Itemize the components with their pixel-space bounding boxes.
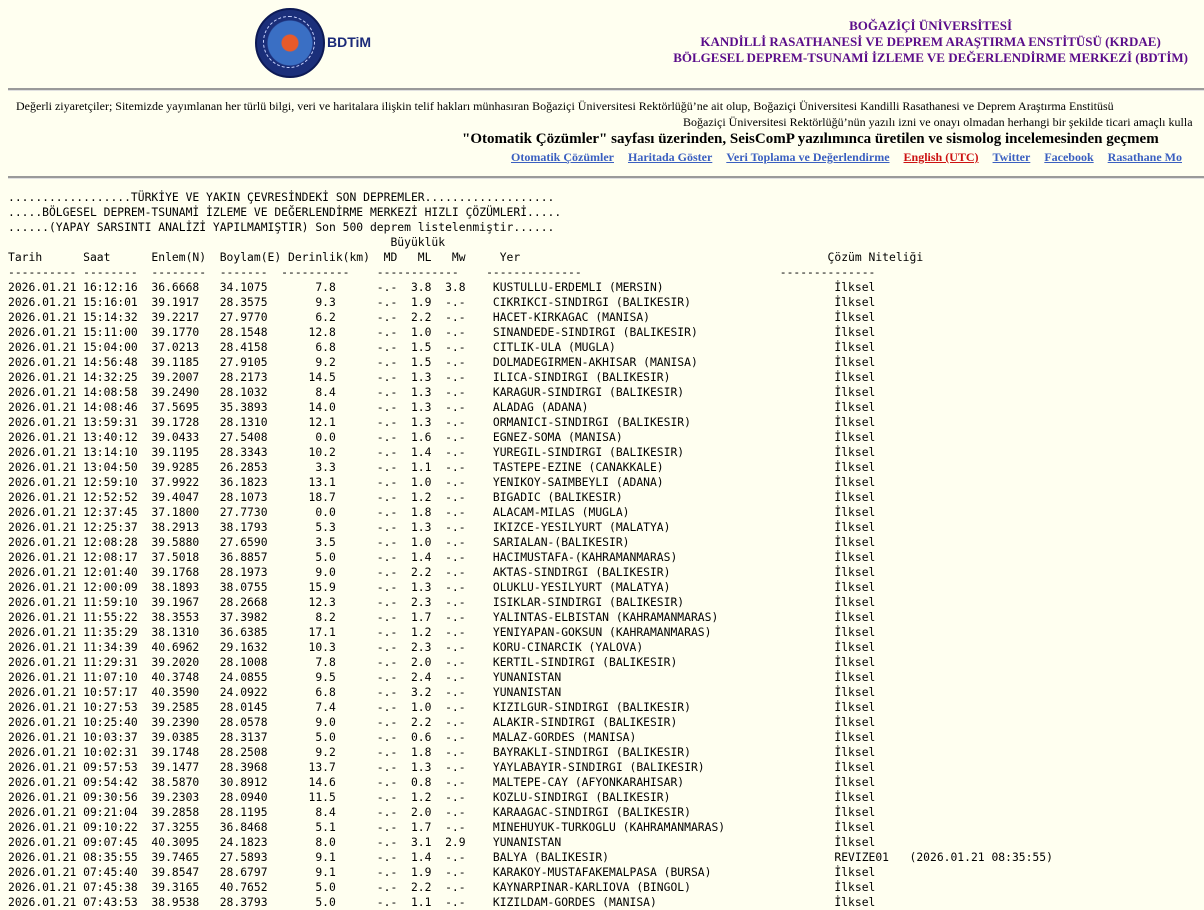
table-row: 2026.01.21 10:25:40 39.2390 28.0578 9.0 -.- 2.2 -.- ALAKIR-SINDIRGI (BALIKESIR) İlksel (8, 715, 876, 729)
notice-line-3: "Otomatik Çözümler" sayfası üzerinden, SeisComP yazılımınca üretilen ve sismolog incelemesinden geçmem (462, 131, 1159, 147)
column-underline: ---------- -------- -------- ------- ---------- ------------ -------------- -------------- (8, 265, 876, 279)
column-headers: Tarih Saat Enlem(N) Boylam(E) Derinlik(km) MD ML Mw Yer Çözüm Niteliği (8, 250, 924, 264)
institution-line-1: BOĞAZİÇİ ÜNİVERSİTESİ (849, 18, 1013, 33)
listing-title-line-3: ......(YAPAY SARSINTI ANALİZİ YAPILMAMIŞTIR) Son 500 deprem listelenmiştir...... (8, 220, 555, 234)
table-row: 2026.01.21 16:12:16 36.6668 34.1075 7.8 -.- 3.8 3.8 KUSTULLU-ERDEMLI (MERSIN) İlksel (8, 280, 876, 294)
table-row: 2026.01.21 15:16:01 39.1917 28.3575 9.3 -.- 1.9 -.- CIKRIKCI-SINDIRGI (BALIKESIR) İlksel (8, 295, 876, 309)
table-row: 2026.01.21 13:14:10 39.1195 28.3343 10.2 -.- 1.4 -.- YUREGIL-SINDIRGI (BALIKESIR) İlksel (8, 445, 876, 459)
listing-title-line-1: ..................TÜRKİYE VE YAKIN ÇEVRESİNDEKİ SON DEPREMLER................... (8, 190, 555, 204)
logo-text: BDTiM (327, 34, 372, 50)
nav-link-6[interactable]: Rasathane Mo (1107, 150, 1182, 164)
table-row: 2026.01.21 11:07:10 40.3748 24.0855 9.5 -.- 2.4 -.- YUNANISTAN İlksel (8, 670, 876, 684)
institution-title (673, 18, 1188, 66)
nav-link-1[interactable]: Haritada Göster (627, 150, 713, 164)
table-row: 2026.01.21 07:45:38 39.3165 40.7652 5.0 -.- 2.2 -.- KAYNARPINAR-KARLIOVA (BINGOL) İlksel (8, 880, 876, 894)
header-divider (8, 88, 1204, 91)
table-row: 2026.01.21 07:43:53 38.9538 28.3793 5.0 -.- 1.1 -.- KIZILDAM-GORDES (MANISA) İlksel (8, 895, 876, 909)
table-row: 2026.01.21 08:35:55 39.7465 27.5893 9.1 -.- 1.4 -.- BALYA (BALIKESIR) REVIZE01 (2026.01.21 08:35:55) (8, 850, 1053, 864)
institution-line-2: KANDİLLİ RASATHANESİ VE DEPREM ARAŞTIRMA ENSTİTÜSÜ (KRDAE) (700, 34, 1161, 49)
magnitude-header: Büyüklük (8, 235, 446, 249)
notice-line-2: Boğaziçi Üniversitesi Rektörlüğü’nün yazılı izni ve onayı olmadan herhangi bir şekilde ticari amaçlı kulla (683, 115, 1193, 129)
table-row: 2026.01.21 12:00:09 38.1893 38.0755 15.9 -.- 1.3 -.- OLUKLU-YESILYURT (MALATYA) İlksel (8, 580, 876, 594)
table-row: 2026.01.21 11:59:10 39.1967 28.2668 12.3 -.- 2.3 -.- ISIKLAR-SINDIRGI (BALIKESIR) İlksel (8, 595, 876, 609)
table-row: 2026.01.21 09:10:22 37.3255 36.8468 5.1 -.- 1.7 -.- MINEHUYUK-TURKOGLU (KAHRAMANMARAS) İlksel (8, 820, 876, 834)
table-row: 2026.01.21 09:57:53 39.1477 28.3968 13.7 -.- 1.3 -.- YAYLABAYIR-SINDIRGI (BALIKESIR) İlksel (8, 760, 876, 774)
table-row: 2026.01.21 12:59:10 37.9922 36.1823 13.1 -.- 1.0 -.- YENIKOY-SAIMBEYLI (ADANA) İlksel (8, 475, 876, 489)
table-row: 2026.01.21 12:37:45 37.1800 27.7730 0.0 -.- 1.8 -.- ALACAM-MILAS (MUGLA) İlksel (8, 505, 876, 519)
listing-title-line-2: .....BÖLGESEL DEPREM-TSUNAMİ İZLEME VE DEĞERLENDİRME MERKEZİ HIZLI ÇÖZÜMLERİ..... (8, 205, 562, 219)
table-row: 2026.01.21 07:45:40 39.8547 28.6797 9.1 -.- 1.9 -.- KARAKOY-MUSTAFAKEMALPASA (BURSA) İlksel (8, 865, 876, 879)
table-row: 2026.01.21 12:52:52 39.4047 28.1073 18.7 -.- 1.2 -.- BIGADIC (BALIKESIR) İlksel (8, 490, 876, 504)
nav-link-3[interactable]: English (UTC) (903, 150, 979, 164)
table-row: 2026.01.21 11:34:39 40.6962 29.1632 10.3 -.- 2.3 -.- KORU-CINARCIK (YALOVA) İlksel (8, 640, 876, 654)
site-header (0, 0, 1204, 88)
bdtim-logo[interactable] (255, 8, 385, 78)
table-row: 2026.01.21 13:04:50 39.9285 26.2853 3.3 -.- 1.1 -.- TASTEPE-EZINE (CANAKKALE) İlksel (8, 460, 876, 474)
table-row: 2026.01.21 11:35:29 38.1310 36.6385 17.1 -.- 1.2 -.- YENIYAPAN-GOKSUN (KAHRAMANMARAS) İlksel (8, 625, 876, 639)
notice-line-1: Değerli ziyaretçiler; Sitemizde yayımlanan her türlü bilgi, veri ve haritalara ilişkin telif hakları münhasıran Boğaziçi Üniversitesi Rektörlüğü’ne ait olup, Boğaziçi Üniversitesi Kandilli Rasathanesi ve Deprem Araştırma Enstitüsü (16, 99, 1114, 113)
table-row: 2026.01.21 10:02:31 39.1748 28.2508 9.2 -.- 1.8 -.- BAYRAKLI-SINDIRGI (BALIKESIR) İlksel (8, 745, 876, 759)
table-row: 2026.01.21 12:08:28 39.5880 27.6590 3.5 -.- 1.0 -.- SARIALAN-(BALIKESIR) İlksel (8, 535, 876, 549)
table-row: 2026.01.21 10:03:37 39.0385 28.3137 5.0 -.- 0.6 -.- MALAZ-GORDES (MANISA) İlksel (8, 730, 876, 744)
table-row: 2026.01.21 09:07:45 40.3095 24.1823 8.0 -.- 3.1 2.9 YUNANISTAN İlksel (8, 835, 876, 849)
table-row: 2026.01.21 10:27:53 39.2585 28.0145 7.4 -.- 1.0 -.- KIZILGUR-SINDIRGI (BALIKESIR) İlksel (8, 700, 876, 714)
table-row: 2026.01.21 11:55:22 38.3553 37.3982 8.2 -.- 1.7 -.- YALINTAS-ELBISTAN (KAHRAMANMARAS) İlksel (8, 610, 876, 624)
nav-links (511, 150, 1204, 165)
table-row: 2026.01.21 12:08:17 37.5018 36.8857 5.0 -.- 1.4 -.- HACIMUSTAFA-(KAHRAMANMARAS) İlksel (8, 550, 876, 564)
table-row: 2026.01.21 14:08:58 39.2490 28.1032 8.4 -.- 1.3 -.- KARAGUR-SINDIRGI (BALIKESIR) İlksel (8, 385, 876, 399)
table-row: 2026.01.21 10:57:17 40.3590 24.0922 6.8 -.- 3.2 -.- YUNANISTAN İlksel (8, 685, 876, 699)
table-row: 2026.01.21 13:59:31 39.1728 28.1310 12.1 -.- 1.3 -.- ORMANICI-SINDIRGI (BALIKESIR) İlksel (8, 415, 876, 429)
table-row: 2026.01.21 15:04:00 37.0213 28.4158 6.8 -.- 1.5 -.- CITLIK-ULA (MUGLA) İlksel (8, 340, 876, 354)
table-row: 2026.01.21 14:32:25 39.2007 28.2173 14.5 -.- 1.3 -.- ILICA-SINDIRGI (BALIKESIR) İlksel (8, 370, 876, 384)
table-row: 2026.01.21 15:11:00 39.1770 28.1548 12.8 -.- 1.0 -.- SINANDEDE-SINDIRGI (BALIKESIR) İlksel (8, 325, 876, 339)
table-row: 2026.01.21 09:21:04 39.2858 28.1195 8.4 -.- 2.0 -.- KARAAGAC-SINDIRGI (BALIKESIR) İlksel (8, 805, 876, 819)
institution-line-3: BÖLGESEL DEPREM-TSUNAMİ İZLEME VE DEĞERLENDİRME MERKEZİ (BDTİM) (673, 50, 1188, 65)
table-row: 2026.01.21 15:14:32 39.2217 27.9770 6.2 -.- 2.2 -.- HACET-KIRKAGAC (MANISA) İlksel (8, 310, 876, 324)
nav-link-2[interactable]: Veri Toplama ve Değerlendirme (726, 150, 890, 164)
nav-link-4[interactable]: Twitter (992, 150, 1031, 164)
table-row: 2026.01.21 09:54:42 38.5870 30.8912 14.6 -.- 0.8 -.- MALTEPE-CAY (AFYONKARAHISAR) İlksel (8, 775, 876, 789)
table-row: 2026.01.21 13:40:12 39.0433 27.5408 0.0 -.- 1.6 -.- EGNEZ-SOMA (MANISA) İlksel (8, 430, 876, 444)
table-row: 2026.01.21 12:25:37 38.2913 38.1793 5.3 -.- 1.3 -.- IKIZCE-YESILYURT (MALATYA) İlksel (8, 520, 876, 534)
table-row: 2026.01.21 11:29:31 39.2020 28.1008 7.8 -.- 2.0 -.- KERTIL-SINDIRGI (BALIKESIR) İlksel (8, 655, 876, 669)
table-row: 2026.01.21 14:56:48 39.1185 27.9105 9.2 -.- 1.5 -.- DOLMADEGIRMEN-AKHISAR (MANISA) İlksel (8, 355, 876, 369)
table-row: 2026.01.21 12:01:40 39.1768 28.1973 9.0 -.- 2.2 -.- AKTAS-SINDIRGI (BALIKESIR) İlksel (8, 565, 876, 579)
table-row: 2026.01.21 14:08:46 37.5695 35.3893 14.0 -.- 1.3 -.- ALADAG (ADANA) İlksel (8, 400, 876, 414)
logo-emblem-icon (255, 8, 325, 78)
table-row: 2026.01.21 09:30:56 39.2303 28.0940 11.5 -.- 1.2 -.- KOZLU-SINDIRGI (BALIKESIR) İlksel (8, 790, 876, 804)
nav-link-0[interactable]: Otomatik Çözümler (511, 150, 614, 164)
nav-link-5[interactable]: Facebook (1044, 150, 1094, 164)
copyright-notice (16, 98, 1204, 149)
nav-divider (8, 176, 1204, 179)
earthquake-listing (8, 190, 1053, 910)
